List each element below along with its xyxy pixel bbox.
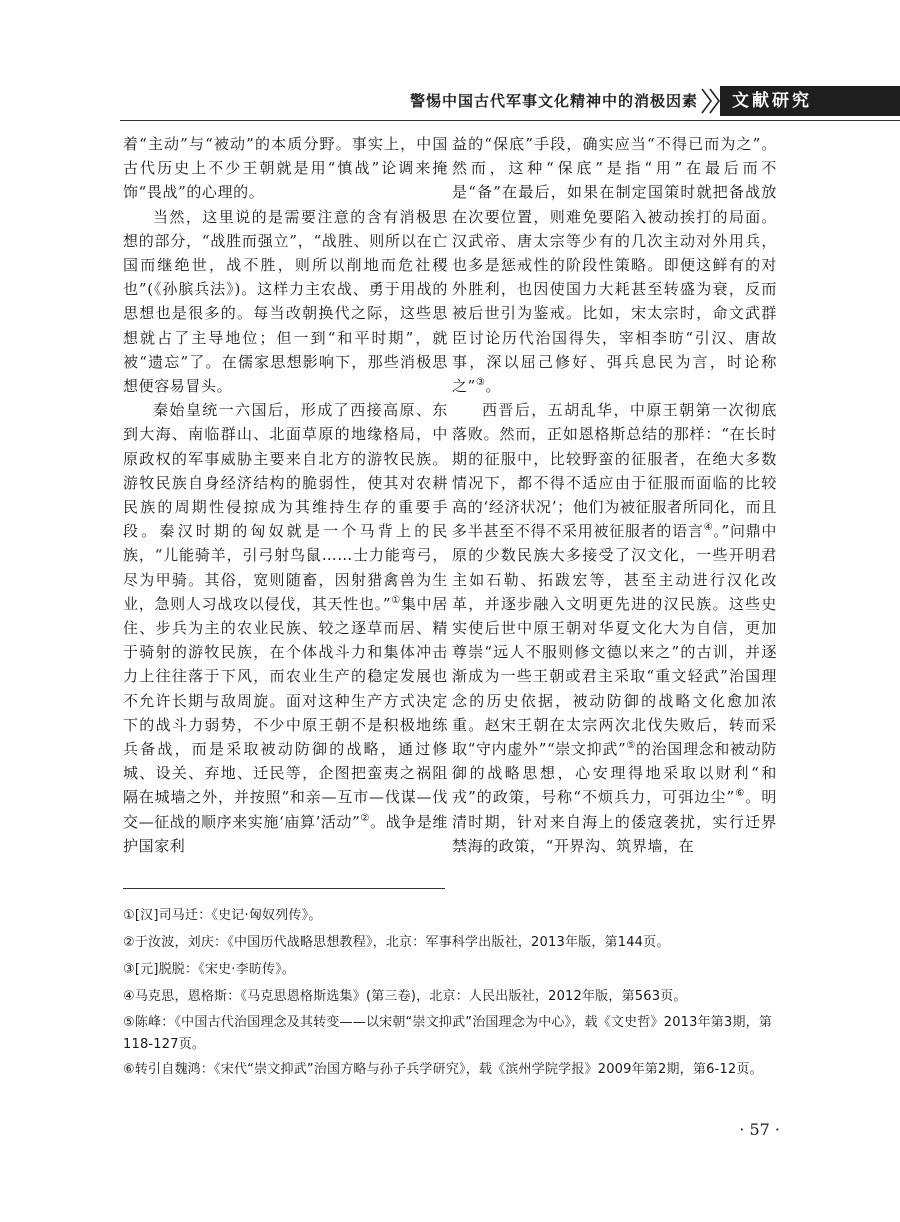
section-badge: 文献研究: [720, 86, 900, 116]
paragraph-text: 。战争是维护国家利: [123, 812, 448, 855]
paragraph-text: 集中居住、步兵为主的农业民族、较之逐草而居、精于骑射的游牧民族，在个体战斗力和集体冲击力上往往落于下风，而农业生产的稳定发展也不允许长期与敌周旋。面对这种生产方式决定下的战斗力弱势，不少中原王朝不是积极地练兵备战，而是采取被动防御的战略，通过修城、设关、弃地、迁民等，企图把蛮夷之祸阻隔在城墙之外，并按照“和亲—互市—伐谋—伐交—征战的顺序来实施‘庙算’活动”: [123, 594, 448, 831]
footnote-ref-6[interactable]: ⑥: [734, 788, 746, 800]
footnote-1: ①[汉]司马迁：《史记·匈奴列传》。: [123, 908, 322, 923]
running-title: 警惕中国古代军事文化精神中的消极因素: [409, 92, 698, 110]
footnote-4: ④马克思，恩格斯：《马克思恩格斯选集》(第三卷)，北京：人民出版社，2012年版，第563页。: [123, 989, 687, 1004]
paragraph: [452, 398, 777, 858]
footnote-5: ⑤陈峰：《中国古代治国理念及其转变——以宋朝“崇文抑武”治国理念为中心》，载《文史哲》2013年第3期，第118-127页。: [123, 1015, 773, 1052]
footnote-rule: [123, 888, 445, 889]
paragraph-text: 。明清时期，针对来自海上的倭寇袭扰，实行迁界禁海的政策，“开界沟、筑界墙，在: [452, 788, 777, 855]
paragraph: 着“主动”与“被动”的本质分野。事实上，中国古代历史上不少王朝就是用“慎战”论调来掩饰“畏战”的心理的。: [123, 135, 448, 202]
paragraph-text: 西晋后，五胡乱华，中原王朝第一次彻底落败。然而，正如恩格斯总结的那样：“在长时期的征服中，比较野蛮的征服者，在绝大多数情况下，都不得不适应由于征服而面临的比较高的‘经济状况’；他们为被征服者所同化，而且多半甚至不得不采用被征服者的语言: [452, 401, 777, 541]
paragraph: 当然，这里说的是需要注意的含有消极思想的部分，“战胜而强立”，“战胜、则所以在亡国而继绝世，战不胜，则所以削地而危社稷也”(《孙膑兵法》)。这样力主农战、勇于用战的思想也是很多的。每当改朝换代之际，这些思想就占了主导地位；但一到“和平时期”，就被“遗忘”了。在儒家思想影响下，那些消极思想便容易冒头。: [123, 207, 448, 396]
footnote-6: ⑥转引自魏鸿：《宋代“崇文抑武”治国方略与孙子兵学研究》，载《滨州学院学报》2009年第2期，第6-12页。: [123, 1062, 763, 1077]
footnote-ref-4[interactable]: ④: [703, 522, 714, 534]
left-column: [123, 132, 448, 858]
footnote-ref-2[interactable]: ②: [360, 812, 370, 824]
header-rule: [120, 120, 900, 121]
running-header: [0, 82, 900, 124]
paragraph-text: 益的“保底”手段，确实应当“不得已而为之”。然而，这种“保底”是指“用”在最后而不是“备”在最后，如果在制定国策时就把备战放在次要位置，则难免要陷入被动挨打的局面。汉武帝、唐太宗等少有的几次主动对外用兵，也多是惩戒性的阶段性策略。即便这鲜有的对外胜利，也因使国力大耗甚至转盛为衰，反而被后世引为鉴戒。比如，宋太宗时，命文武群臣讨论历代治国得失，宰相李昉“引汉、唐故事，深以屈己修好、弭兵息民为言，时论称之”: [452, 135, 777, 396]
footnote-ref-5[interactable]: ⑤: [626, 740, 636, 752]
paragraph: [123, 398, 448, 858]
footnote-ref-3[interactable]: ③: [475, 377, 486, 389]
right-column: [452, 132, 777, 858]
footnote-3: ③[元]脱脱：《宋史·李昉传》。: [123, 962, 296, 977]
footnote-ref-1[interactable]: ①: [391, 594, 401, 606]
paragraph-text: 。”问鼎中原的少数民族大多接受了汉文化，一些开明君主如石勒、拓跋宏等，甚至主动进行汉化改革，并逐步融入文明更先进的汉民族。这些史实使后世中原王朝对华夏文化大为自信，更加尊崇“远人不服则修文德以来之”的古训，并逐渐成为一些王朝或君主采取“重文轻武”治国理念的历史依据，被动防御的战略文化愈加浓重。赵宋王朝在太宗两次北伐失败后，转而采取“守内虚外”“崇文抑武”: [452, 522, 778, 759]
paragraph: [452, 132, 777, 398]
footnote-2: ②于汝波，刘庆：《中国历代战略思想教程》，北京：军事科学出版社，2013年版，第144页。: [123, 935, 670, 950]
paragraph-text: 秦始皇统一六国后，形成了西接高原、东到大海、南临群山、北面草原的地缘格局，中原政权的军事威胁主要来自北方的游牧民族。游牧民族自身经济结构的脆弱性，使其对农耕民族的周期性侵掠成为其维持生存的重要手段。秦汉时期的匈奴就是一个马背上的民族，“儿能骑羊，引弓射鸟鼠……士力能弯弓，尽为甲骑。其俗，宽则随畜，因射猎禽兽为生业，急则人习战攻以侵伐，其天性也。”: [123, 401, 448, 613]
paragraph-text: 的治国理念和被动防御的战略思想，心安理得地采取以财利“和戎”的政策，号称“不烦兵力，可弭边尘”: [452, 740, 777, 807]
page-number: · 57 ·: [739, 1120, 780, 1139]
paragraph-text: 。: [485, 377, 502, 396]
footnotes: [123, 902, 778, 1084]
